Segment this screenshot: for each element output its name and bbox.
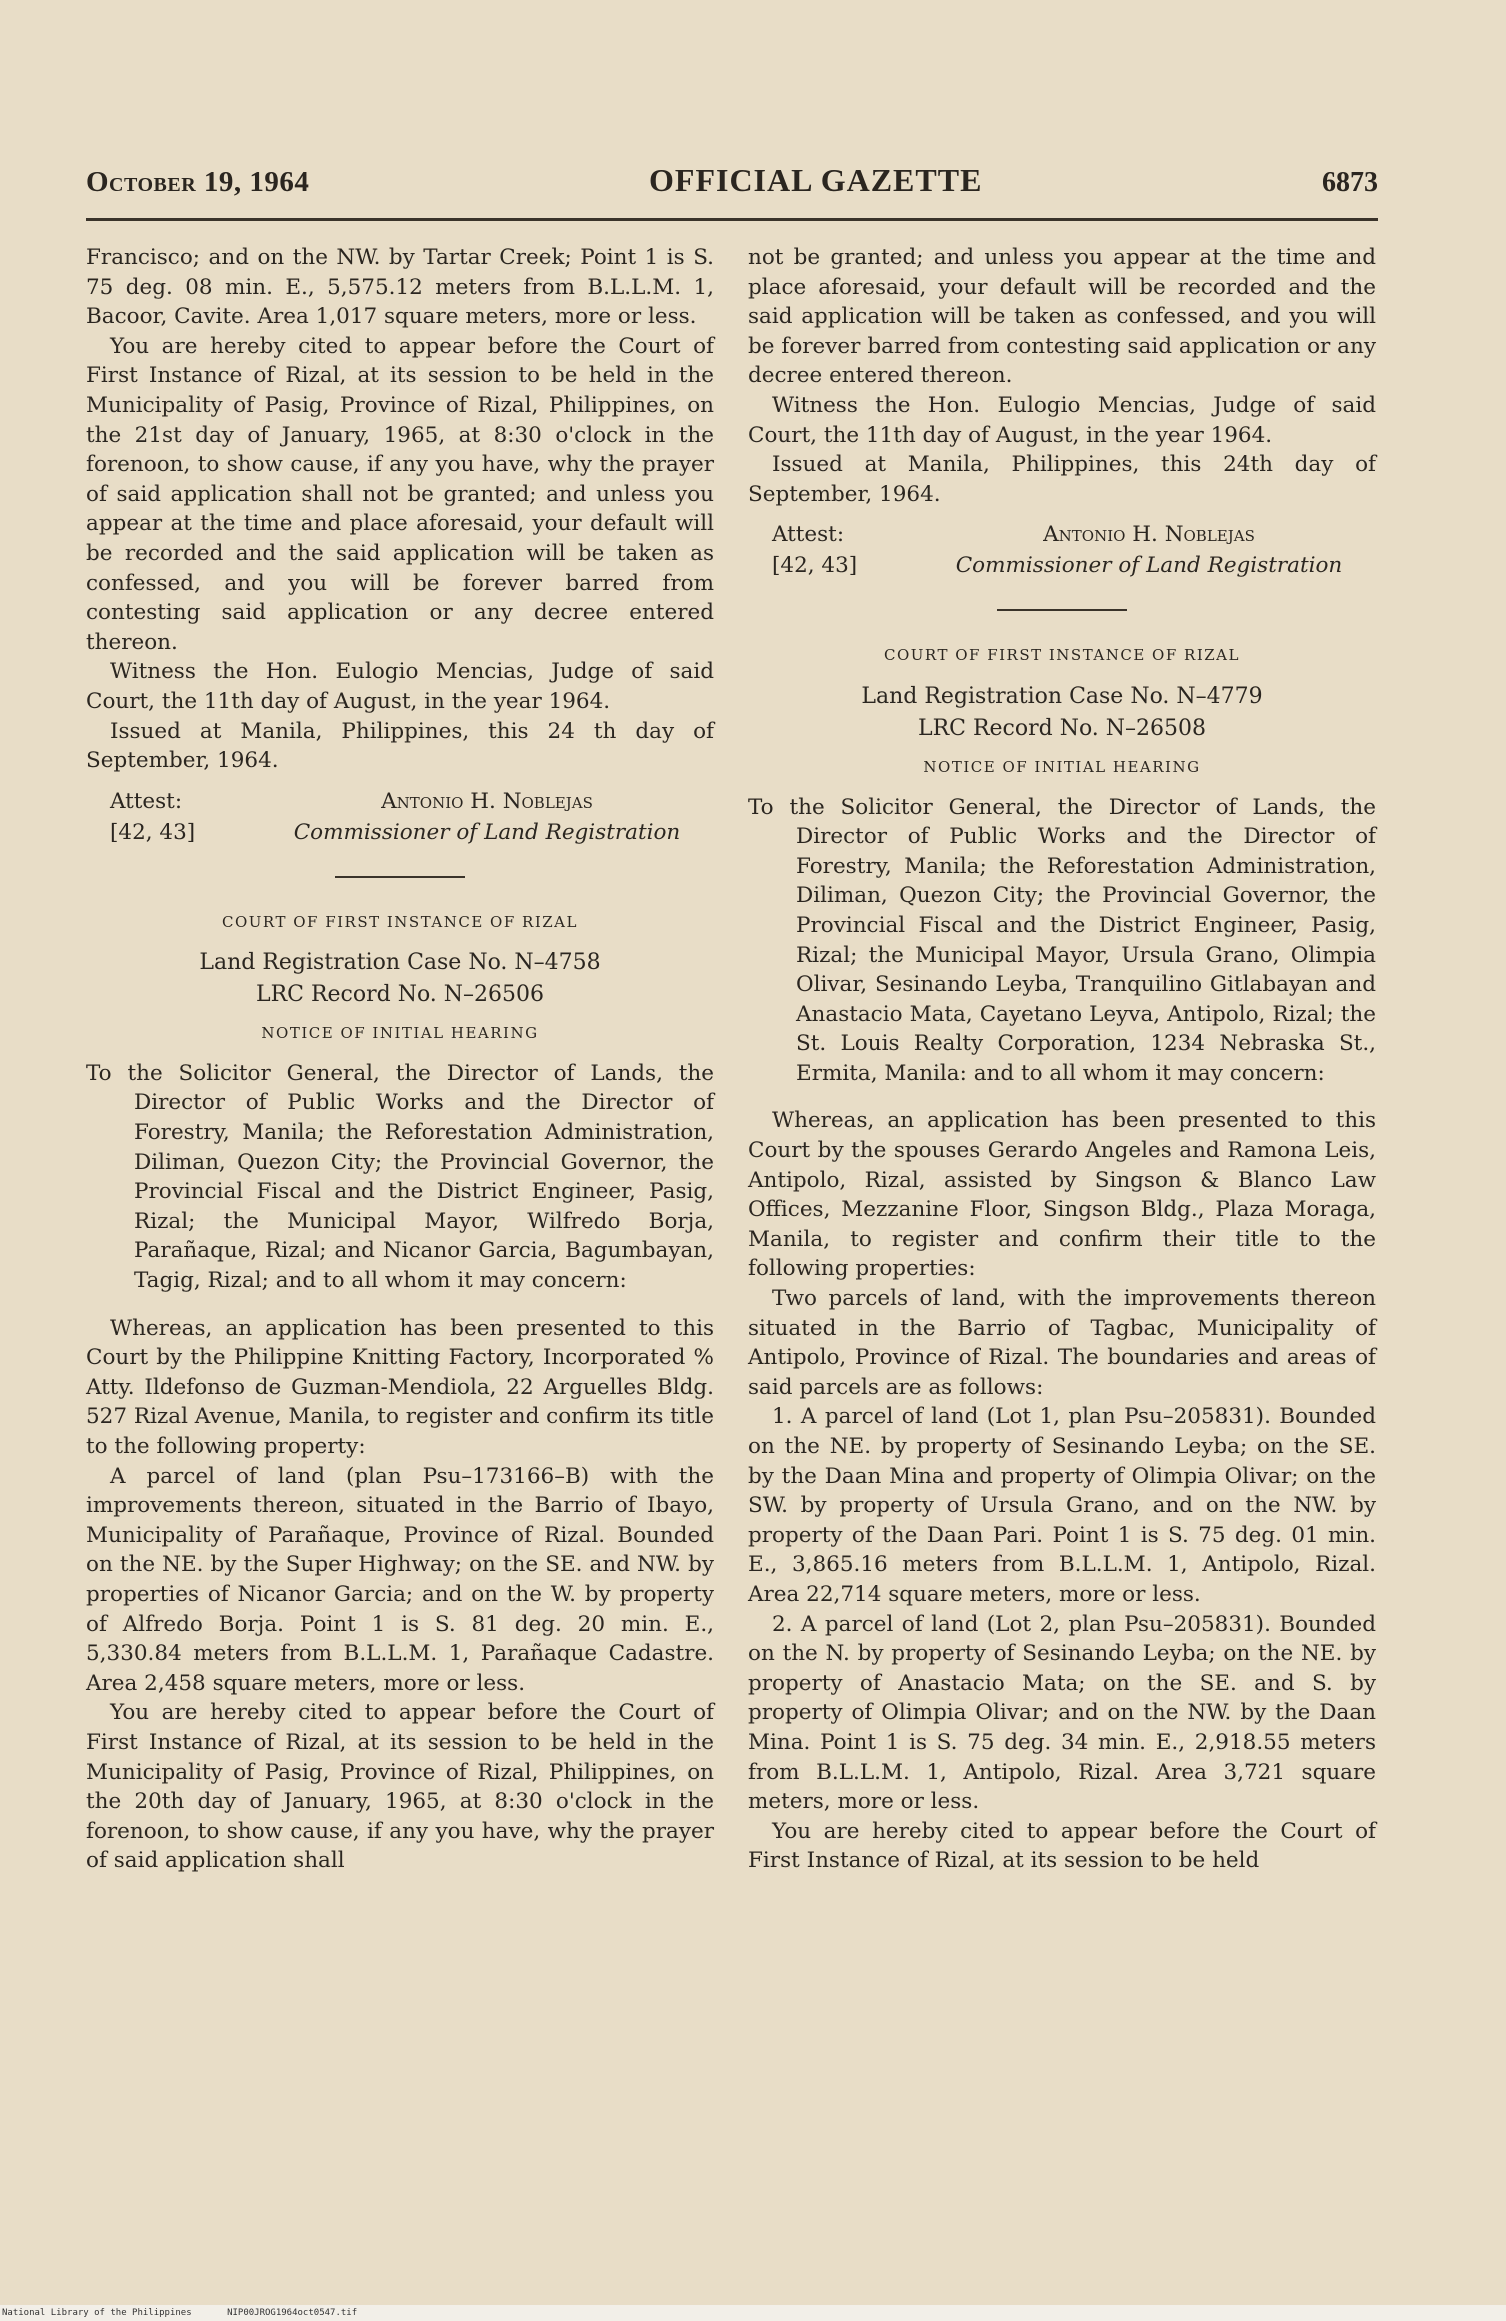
paragraph: Witness the Hon. Eulogio Mencias, Judge of said Court, the 11th day of August, in the year 1964. <box>748 392 1376 448</box>
paragraph: Issued at Manila, Philippines, this 24th day of September, 1964. <box>748 452 1376 507</box>
paragraph: Francisco; and on the NW. by Tartar Creek; Point 1 is S. 75 deg. 08 min. E., 5,575.12 meters from B.L.L.M. 1, Bacoor, Cavite. Area 1,017 square meters, more or less. <box>86 245 714 330</box>
paragraph: Whereas, an application has been presented to this Court by the Philippine Knitting Factory, Incorporated % Atty. Ildefonso de Guzman-Mendiola, 22 Arguelles Bldg. 527 Rizal Avenue, Manila, to register and confirm its title to the following property: <box>86 1315 714 1459</box>
case-number: Land Registration Case No. N–4758 <box>199 950 601 976</box>
addressee: To the Solicitor General, the Director of Lands, the Director of Public Works and the Director of Forestry, Manila; the Reforestation Administration, Diliman, Quezon City; the Provincial Governor, the Provincial Fiscal and the District Engineer, Pasig, Rizal; the Municipal Mayor, Ursula Grano, Olimpia Olivar, Sesinando Leyba, Tranquilino Gitlabayan and Anastacio Mata, Cayetano Leyva, Antipolo, Rizal; the St. Louis Realty Corporation, 1234 Nebraska St., Ermita, Manila: and to all whom it may concern: <box>748 794 1376 1086</box>
left-column <box>86 243 714 1876</box>
paragraph: Witness the Hon. Eulogio Mencias, Judge of said Court, the 11th day of August, in the year 1964. <box>86 659 714 714</box>
page-header <box>86 162 1378 206</box>
scan-footer <box>0 2305 1506 2321</box>
right-column <box>748 243 1376 1876</box>
paragraph: Whereas, an application has been presented to this Court by the spouses Gerardo Angeles and Ramona Leis, Antipolo, Rizal, assisted by Singson & Blanco Law Offices, Mezzanine Floor, Singson Bldg., Plaza Moraga, Manila, to register and confirm their title to the following properties: <box>748 1108 1376 1282</box>
attest-label: Attest: <box>110 788 183 814</box>
attest-title: Commissioner of Land Registration <box>293 819 681 845</box>
attest-ref: [42, 43] <box>110 819 196 845</box>
file-name: NIP00JROG1964oct0547.tif <box>227 2308 358 2318</box>
attest-name: Antonio H. Noblejas <box>381 788 593 814</box>
paragraph: You are hereby cited to appear before the Court of First Instance of Rizal, at its session to be held <box>748 1818 1376 1874</box>
attestation <box>772 519 1376 550</box>
issue-date: October 19, 1964 <box>86 166 310 198</box>
lrc-record: LRC Record No. N–26506 <box>255 982 545 1008</box>
section-divider <box>997 609 1127 611</box>
paragraph: not be granted; and unless you appear at the time and place aforesaid, your default will be recorded and the said application will be taken as confessed, and you will be forever barred from contesting said application or any decree entered thereon. <box>748 245 1376 389</box>
attest-label: Attest: <box>772 522 845 548</box>
paragraph: 2. A parcel of land (Lot 2, plan Psu–205831). Bounded on the N. by property of Sesinando Leyba; on the NE. by property of Anastacio Mata; on the SE. and S. by property of Olimpia Olivar; and on the NW. by the Daan Mina. Point 1 is S. 75 deg. 34 min. E., 2,918.55 meters from B.L.L.M. 1, Antipolo, Rizal. Area 3,721 square meters, more or less. <box>748 1611 1376 1815</box>
notice-heading: NOTICE OF INITIAL HEARING <box>261 1024 539 1043</box>
paragraph: Two parcels of land, with the improvements thereon situated in the Barrio of Tagbac, Municipality of Antipolo, Province of Rizal. The boundaries and areas of said parcels are as follows: <box>748 1286 1376 1400</box>
page-number: 6873 <box>1321 167 1378 198</box>
case-number: Land Registration Case No. N–4779 <box>861 683 1263 709</box>
attestation <box>110 786 714 817</box>
attest-name: Antonio H. Noblejas <box>1043 522 1255 548</box>
addressee: To the Solicitor General, the Director of Lands, the Director of Public Works and the Director of Forestry, Manila; the Reforestation Administration, Diliman, Quezon City; the Provincial Governor, the Provincial Fiscal and the District Engineer, Pasig, Rizal; the Municipal Mayor, Wilfredo Borja, Parañaque, Rizal; and Nicanor Garcia, Bagumbayan, Tagig, Rizal; and to all whom it may concern: <box>86 1060 714 1294</box>
notice-heading: NOTICE OF INITIAL HEARING <box>923 757 1201 776</box>
court-heading: COURT OF FIRST INSTANCE OF RIZAL <box>884 646 1240 665</box>
paragraph: You are hereby cited to appear before the Court of First Instance of Rizal, at its session to be held in the Municipality of Pasig, Province of Rizal, Philippines, on the 21st day of January, 1965, at 8:30 o'clock in the forenoon, to show cause, if any you have, why the prayer of said application shall not be granted; and unless you appear at the time and place aforesaid, your default will be recorded and the said application will be taken as confessed, and you will be forever barred from contesting said application or any decree entered thereon. <box>86 333 714 655</box>
library-credit: National Library of the Philippines <box>2 2308 192 2318</box>
header-rule <box>86 218 1378 221</box>
paragraph: 1. A parcel of land (Lot 1, plan Psu–205831). Bounded on the NE. by property of Sesinando Leyba; on the SE. by the Daan Mina and property of Olimpia Olivar; on the SW. by property of Ursula Grano, and on the NW. by property of the Daan Pari. Point 1 is S. 75 deg. 01 min. E., 3,865.16 meters from B.L.L.M. 1, Antipolo, Rizal. Area 22,714 square meters, more or less. <box>748 1404 1376 1607</box>
paragraph: You are hereby cited to appear before the Court of First Instance of Rizal, at its session to be held in the Municipality of Pasig, Province of Rizal, Philippines, on the 20th day of January, 1965, at 8:30 o'clock in the forenoon, to show cause, if any you have, why the prayer of said application shall <box>86 1700 714 1874</box>
attestation-title <box>772 550 1376 581</box>
publication-title: OFFICIAL GAZETTE <box>649 162 983 198</box>
attest-ref: [42, 43] <box>772 553 858 579</box>
paragraph: Issued at Manila, Philippines, this 24 th day of September, 1964. <box>86 718 714 774</box>
court-heading: COURT OF FIRST INSTANCE OF RIZAL <box>222 912 578 931</box>
section-divider <box>335 876 465 878</box>
attest-title: Commissioner of Land Registration <box>955 553 1343 579</box>
attestation-title <box>110 817 714 848</box>
paragraph: A parcel of land (plan Psu–173166–B) with the improvements thereon, situated in the Barrio of Ibayo, Municipality of Parañaque, Province of Rizal. Bounded on the NE. by the Super Highway; on the SE. and NW. by properties of Nicanor Garcia; and on the W. by property of Alfredo Borja. Point 1 is S. 81 deg. 20 min. E., 5,330.84 meters from B.L.L.M. 1, Parañaque Cadastre. Area 2,458 square meters, more or less. <box>86 1463 714 1696</box>
lrc-record: LRC Record No. N–26508 <box>917 715 1207 741</box>
